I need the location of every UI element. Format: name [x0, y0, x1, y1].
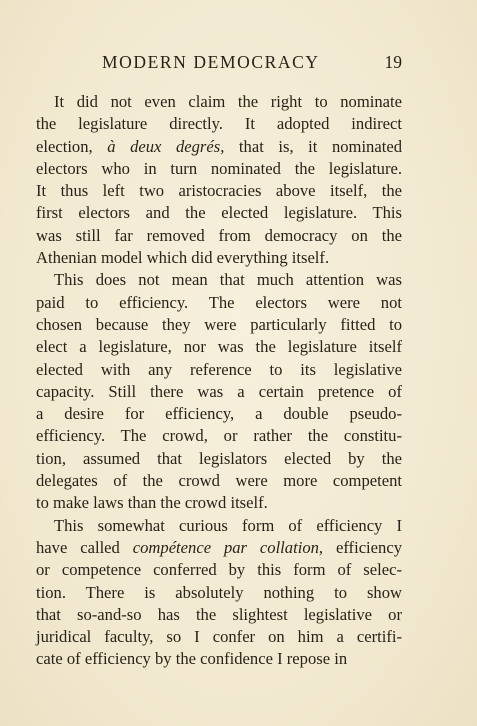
text-segment: juridical faculty, so I confer on him a certifi- [36, 627, 402, 647]
text-line [36, 381, 402, 403]
text-line [36, 448, 402, 470]
text-segment: first electors and the elected legislature. This [36, 203, 402, 223]
paragraph [36, 515, 402, 671]
text-segment: This does not mean that much attention was [54, 270, 402, 290]
text-segment: electors who in turn nominated the legislature. [36, 158, 402, 178]
text-line [36, 91, 402, 113]
text-segment: elected with any reference to its legislative [36, 359, 402, 379]
text-segment: chosen because they were particularly fitted to [36, 314, 402, 334]
running-head [36, 52, 402, 76]
text-line [36, 515, 402, 537]
text-line [36, 336, 402, 358]
page-number: 19 [384, 52, 402, 72]
text-line [36, 425, 402, 447]
text-segment: capacity. Still there was a certain pretence of [36, 381, 402, 401]
text-segment: elect a legislature, nor was the legislature itself [36, 337, 402, 357]
text-line [36, 470, 402, 492]
text-line [36, 158, 402, 180]
text-line [36, 648, 402, 670]
text-segment: tion. There is absolutely nothing to show [36, 582, 402, 602]
text-line [36, 604, 402, 626]
text-segment: a desire for efficiency, a double pseudo- [36, 404, 402, 424]
text-line [36, 537, 402, 559]
text-line [36, 314, 402, 336]
text-segment: This somewhat curious form of efficiency I [54, 515, 402, 535]
body-text [36, 91, 402, 671]
text-line [36, 626, 402, 648]
text-line [36, 136, 402, 158]
text-line [36, 292, 402, 314]
text-line [36, 359, 402, 381]
text-segment: efficiency [323, 537, 402, 557]
text-segment: cate of efficiency by the confidence I repose in [36, 649, 348, 669]
text-line [36, 113, 402, 135]
text-segment: was still far removed from democracy on the [36, 225, 402, 245]
paragraph [36, 269, 402, 514]
text-segment: efficiency. The crowd, or rather the constitu- [36, 426, 402, 446]
italic-phrase: compétence par collation, [132, 537, 324, 557]
text-line [36, 225, 402, 247]
text-segment: that so-and-so has the slightest legislative or [36, 604, 402, 624]
italic-phrase: à deux degrés, [107, 136, 225, 156]
text-segment: or competence conferred by this form of selec- [36, 560, 402, 580]
text-segment: tion, assumed that legislators elected by the [36, 448, 402, 468]
text-line [36, 582, 402, 604]
text-segment: delegates of the crowd were more competent [36, 471, 402, 491]
running-title: MODERN DEMOCRACY [102, 52, 320, 72]
text-line [36, 180, 402, 202]
text-segment: It thus left two aristocracies above itself, the [36, 181, 402, 201]
text-segment: election, [36, 136, 108, 156]
text-segment: have called [36, 537, 133, 557]
text-line [36, 269, 402, 291]
text-segment: Athenian model which did everything itself. [36, 248, 330, 268]
text-line [36, 247, 402, 269]
text-segment: that is, it nominated [224, 136, 402, 156]
paragraph [36, 91, 402, 269]
text-line [36, 403, 402, 425]
text-line [36, 492, 402, 514]
text-line [36, 202, 402, 224]
text-segment: It did not even claim the right to nominate [54, 92, 402, 111]
text-segment: paid to efficiency. The electors were not [36, 292, 402, 312]
text-line [36, 559, 402, 581]
text-segment: the legislature directly. It adopted indirect [36, 114, 402, 134]
text-segment: to make laws than the crowd itself. [36, 493, 268, 513]
